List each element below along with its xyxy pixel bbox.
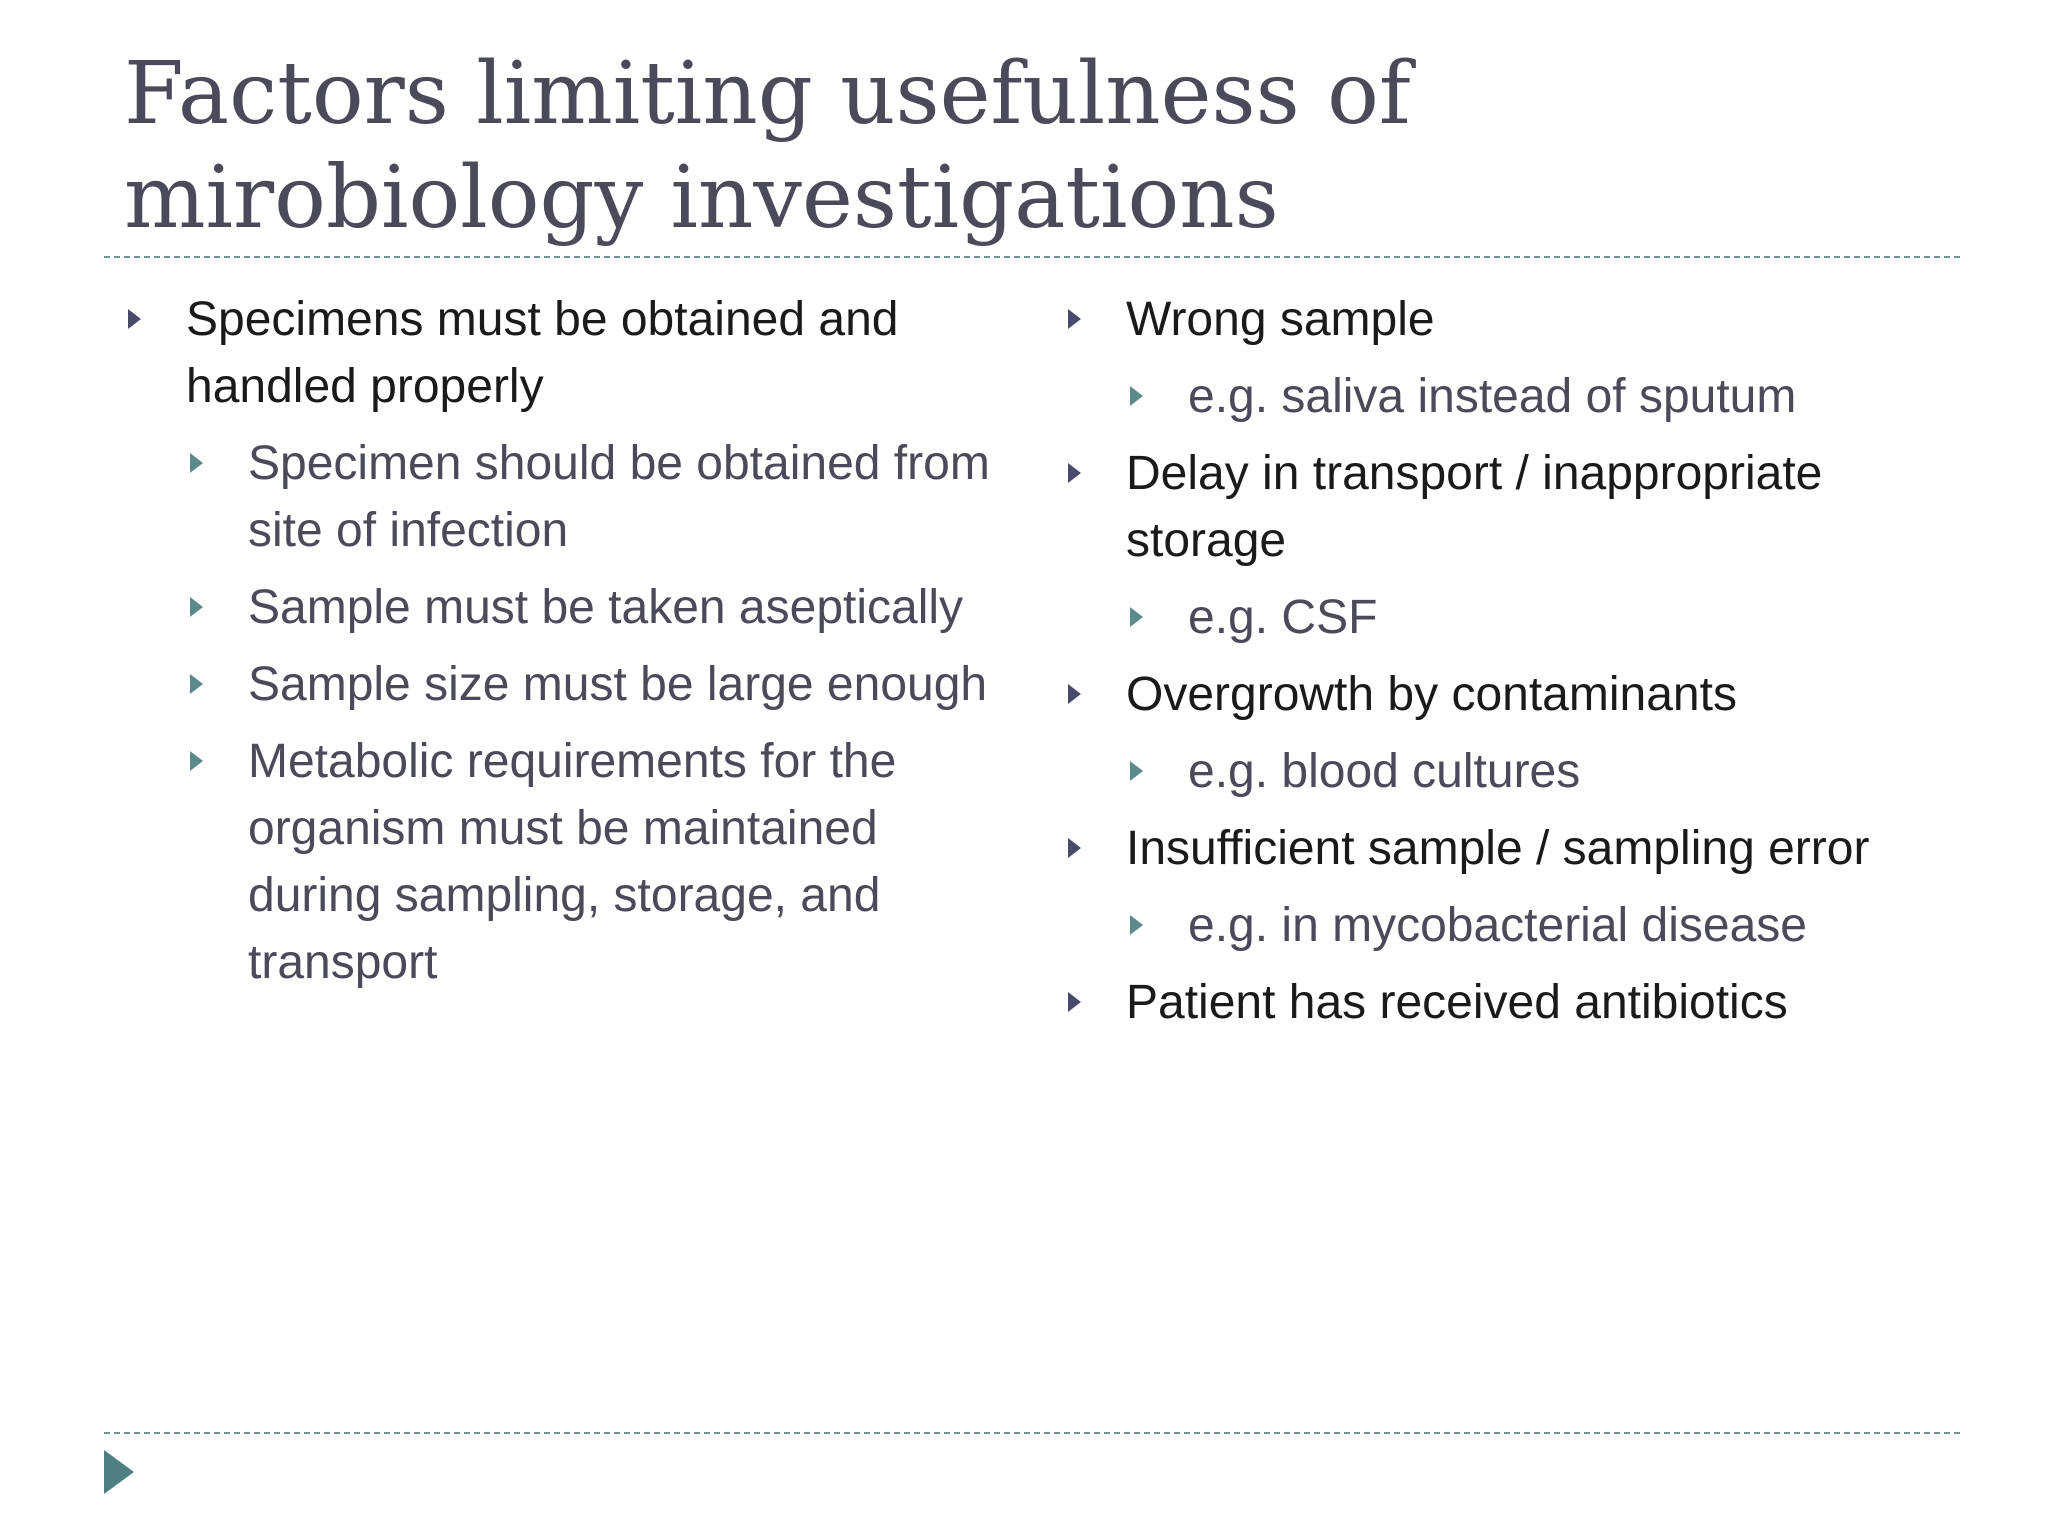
- triangle-bullet-icon: [1130, 761, 1143, 781]
- triangle-bullet-icon: [1068, 838, 1081, 858]
- bullet-text: e.g. CSF: [1188, 591, 1378, 644]
- triangle-bullet-icon: [1130, 607, 1143, 627]
- play-arrow-icon: [104, 1450, 134, 1494]
- bullet-level2: [124, 651, 1004, 718]
- bullet-text: Sample must be taken aseptically: [248, 581, 964, 634]
- title-divider: [104, 256, 1960, 258]
- bullet-text: Specimens must be obtained and handled properly: [186, 293, 899, 413]
- right-column: [1064, 286, 1964, 1046]
- bullet-level2: [1064, 363, 1964, 430]
- triangle-bullet-icon: [1068, 309, 1081, 329]
- triangle-bullet-icon: [190, 453, 203, 473]
- bullet-text: Sample size must be large enough: [248, 658, 988, 711]
- triangle-bullet-icon: [1068, 463, 1081, 483]
- bullet-level1: [1064, 661, 1964, 728]
- bullet-level1: [124, 286, 1004, 420]
- bullet-level2: [124, 728, 1004, 996]
- bullet-text: Delay in transport / inappropriate storage: [1126, 447, 1823, 567]
- bullet-text: e.g. saliva instead of sputum: [1188, 370, 1797, 423]
- bullet-level1: [1064, 815, 1964, 882]
- triangle-bullet-icon: [128, 309, 141, 329]
- bullet-text: e.g. blood cultures: [1188, 745, 1581, 798]
- triangle-bullet-icon: [1068, 684, 1081, 704]
- bullet-text: Patient has received antibiotics: [1126, 976, 1788, 1029]
- bullet-level2: [124, 430, 1004, 564]
- bullet-level1: [1064, 286, 1964, 353]
- triangle-bullet-icon: [190, 674, 203, 694]
- bullet-text: Wrong sample: [1126, 293, 1435, 346]
- bullet-level2: [1064, 738, 1964, 805]
- slide-title: Factors limiting usefulness of mirobiology investigations: [124, 44, 1411, 248]
- triangle-bullet-icon: [1068, 992, 1081, 1012]
- triangle-bullet-icon: [190, 751, 203, 771]
- bullet-level2: [1064, 892, 1964, 959]
- bullet-text: Specimen should be obtained from site of infection: [248, 437, 990, 557]
- triangle-bullet-icon: [1130, 386, 1143, 406]
- bullet-text: Overgrowth by contaminants: [1126, 668, 1737, 721]
- bullet-text: Insufficient sample / sampling error: [1126, 822, 1870, 875]
- triangle-bullet-icon: [1130, 915, 1143, 935]
- bullet-level1: [1064, 440, 1964, 574]
- triangle-bullet-icon: [190, 597, 203, 617]
- footer-divider: [104, 1432, 1960, 1434]
- bullet-text: Metabolic requirements for the organism must be maintained during sampling, storage, and transport: [248, 735, 897, 989]
- left-column: [124, 286, 1004, 1006]
- bullet-text: e.g. in mycobacterial disease: [1188, 899, 1807, 952]
- bullet-level2: [124, 574, 1004, 641]
- bullet-level2: [1064, 584, 1964, 651]
- bullet-level1: [1064, 969, 1964, 1036]
